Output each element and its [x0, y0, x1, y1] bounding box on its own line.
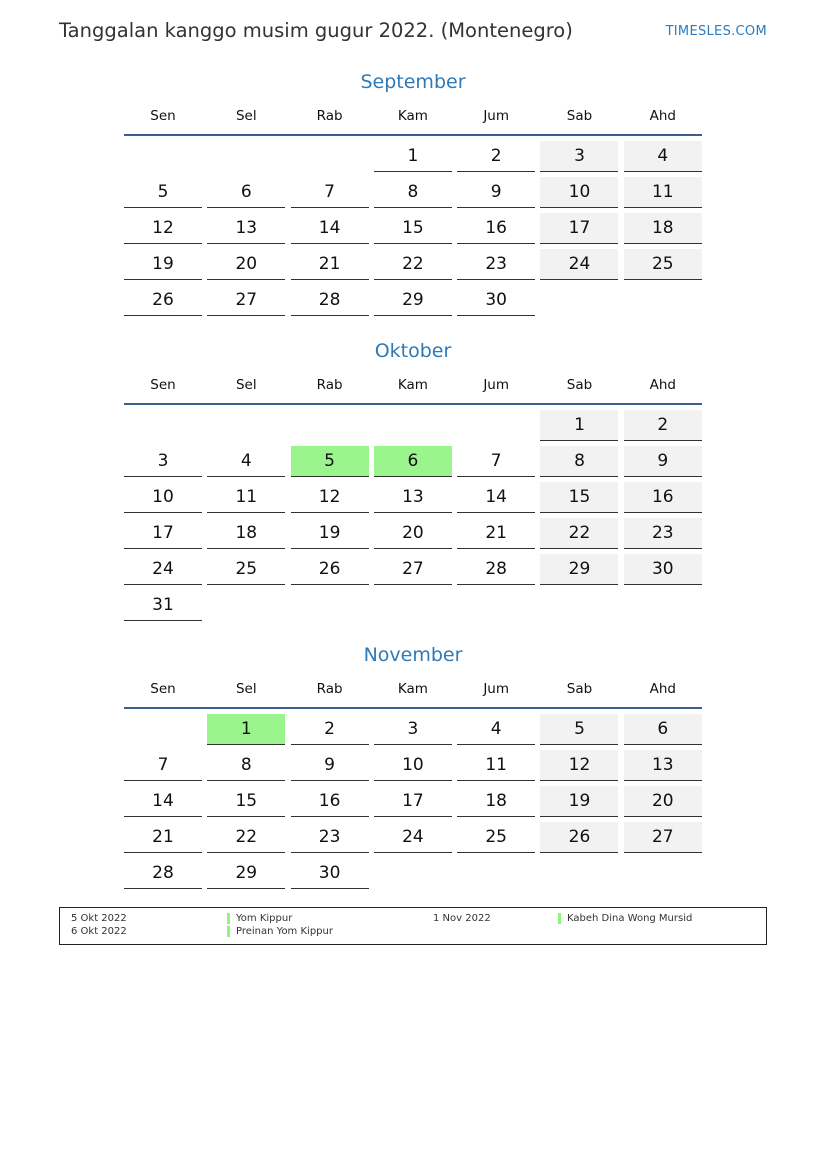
weekday-label: Sel — [235, 108, 257, 124]
day-cell: 9 — [291, 750, 369, 781]
day-cell: 10 — [540, 177, 618, 208]
day-cell: 30 — [291, 858, 369, 889]
weekday-label: Sen — [150, 108, 176, 124]
day-cell: 2 — [291, 714, 369, 745]
legend-date: 6 Okt 2022 — [71, 926, 127, 937]
month-calendar — [124, 337, 702, 625]
empty-cell — [291, 141, 369, 172]
day-cell: 10 — [124, 482, 202, 513]
holiday-legend — [59, 907, 767, 945]
legend-holiday-name: Yom Kippur — [236, 913, 293, 924]
day-cell: 13 — [624, 750, 702, 781]
day-cell: 15 — [374, 213, 452, 244]
day-cell: 27 — [624, 822, 702, 853]
month-title: September — [360, 71, 466, 93]
weekday-label: Sen — [150, 681, 176, 697]
day-cell: 16 — [624, 482, 702, 513]
day-cell: 18 — [624, 213, 702, 244]
day-cell: 1 — [540, 410, 618, 441]
week-row — [124, 857, 702, 893]
weekday-header — [124, 106, 702, 126]
week-row — [124, 749, 702, 785]
day-cell: 29 — [540, 554, 618, 585]
day-cell: 24 — [540, 249, 618, 280]
day-cell: 11 — [624, 177, 702, 208]
day-cell: 28 — [124, 858, 202, 889]
day-cell: 6 — [207, 177, 285, 208]
day-cell: 8 — [540, 446, 618, 477]
week-row — [124, 176, 702, 212]
day-cell: 26 — [124, 285, 202, 316]
week-row — [124, 785, 702, 821]
day-cell: 29 — [374, 285, 452, 316]
week-row — [124, 481, 702, 517]
week-row — [124, 445, 702, 481]
weekday-label: Rab — [316, 681, 343, 697]
legend-color-marker — [227, 913, 230, 924]
day-cell: 25 — [624, 249, 702, 280]
day-cell: 10 — [374, 750, 452, 781]
empty-cell — [540, 285, 618, 316]
day-cell: 6 — [624, 714, 702, 745]
empty-cell — [207, 590, 285, 621]
empty-cell — [207, 141, 285, 172]
day-cell: 14 — [124, 786, 202, 817]
weekday-label: Sel — [235, 681, 257, 697]
day-cell: 28 — [291, 285, 369, 316]
day-cell: 19 — [291, 518, 369, 549]
day-cell: 8 — [374, 177, 452, 208]
day-cell: 19 — [124, 249, 202, 280]
legend-date: 5 Okt 2022 — [71, 913, 127, 924]
day-cell: 30 — [624, 554, 702, 585]
month-title: November — [363, 644, 463, 666]
day-cell: 31 — [124, 590, 202, 621]
week-row — [124, 821, 702, 857]
week-row — [124, 248, 702, 284]
day-cell: 20 — [624, 786, 702, 817]
day-cell: 20 — [207, 249, 285, 280]
day-cell: 6 — [374, 446, 452, 477]
brand-link[interactable]: TIMESLES.COM — [665, 24, 767, 39]
weekday-label: Kam — [397, 681, 428, 697]
day-cell: 28 — [457, 554, 535, 585]
day-cell: 22 — [207, 822, 285, 853]
weekday-label: Ahd — [649, 108, 676, 124]
legend-holiday-name: Preinan Yom Kippur — [236, 926, 333, 937]
day-cell: 17 — [124, 518, 202, 549]
day-cell: 25 — [457, 822, 535, 853]
empty-cell — [374, 590, 452, 621]
day-cell: 4 — [207, 446, 285, 477]
day-cell: 1 — [374, 141, 452, 172]
empty-cell — [374, 858, 452, 889]
day-cell: 23 — [624, 518, 702, 549]
day-cell: 5 — [291, 446, 369, 477]
week-row — [124, 409, 702, 445]
day-cell: 8 — [207, 750, 285, 781]
day-cell: 27 — [207, 285, 285, 316]
empty-cell — [291, 590, 369, 621]
day-cell: 13 — [207, 213, 285, 244]
day-cell: 23 — [291, 822, 369, 853]
day-cell: 2 — [624, 410, 702, 441]
day-cell: 29 — [207, 858, 285, 889]
weekday-label: Sab — [566, 377, 593, 393]
legend-color-marker — [227, 926, 230, 937]
weekday-label: Sen — [150, 377, 176, 393]
day-cell: 11 — [207, 482, 285, 513]
header-divider — [124, 134, 702, 136]
day-cell: 1 — [207, 714, 285, 745]
weekday-label: Jum — [483, 681, 510, 697]
day-cell: 19 — [540, 786, 618, 817]
empty-cell — [624, 285, 702, 316]
day-cell: 17 — [540, 213, 618, 244]
day-cell: 12 — [124, 213, 202, 244]
day-cell: 21 — [124, 822, 202, 853]
day-cell: 5 — [540, 714, 618, 745]
weekday-label: Sab — [566, 108, 593, 124]
month-title: Oktober — [374, 340, 452, 362]
day-cell: 3 — [124, 446, 202, 477]
week-row — [124, 284, 702, 320]
day-cell: 17 — [374, 786, 452, 817]
day-cell: 15 — [207, 786, 285, 817]
header-divider — [124, 707, 702, 709]
month-calendar — [124, 641, 702, 893]
weekday-label: Sel — [235, 377, 257, 393]
legend-color-marker — [558, 913, 561, 924]
day-cell: 7 — [457, 446, 535, 477]
weekday-label: Rab — [316, 108, 343, 124]
day-cell: 26 — [291, 554, 369, 585]
day-cell: 13 — [374, 482, 452, 513]
week-row — [124, 212, 702, 248]
empty-cell — [207, 410, 285, 441]
day-cell: 21 — [291, 249, 369, 280]
empty-cell — [124, 410, 202, 441]
day-cell: 12 — [540, 750, 618, 781]
header-divider — [124, 403, 702, 405]
legend-holiday-name: Kabeh Dina Wong Mursid — [567, 913, 693, 924]
weekday-label: Rab — [316, 377, 343, 393]
day-cell: 2 — [457, 141, 535, 172]
empty-cell — [124, 714, 202, 745]
week-row — [124, 713, 702, 749]
month-calendar — [124, 68, 702, 320]
weekday-label: Ahd — [649, 377, 676, 393]
empty-cell — [624, 858, 702, 889]
day-cell: 7 — [291, 177, 369, 208]
empty-cell — [457, 410, 535, 441]
day-cell: 12 — [291, 482, 369, 513]
day-cell: 7 — [124, 750, 202, 781]
day-cell: 4 — [457, 714, 535, 745]
day-cell: 24 — [124, 554, 202, 585]
day-cell: 14 — [291, 213, 369, 244]
empty-cell — [291, 410, 369, 441]
day-cell: 22 — [540, 518, 618, 549]
day-cell: 22 — [374, 249, 452, 280]
day-cell: 9 — [457, 177, 535, 208]
day-cell: 14 — [457, 482, 535, 513]
weekday-label: Kam — [397, 108, 428, 124]
weekday-header — [124, 679, 702, 699]
day-cell: 23 — [457, 249, 535, 280]
day-cell: 24 — [374, 822, 452, 853]
day-cell: 4 — [624, 141, 702, 172]
day-cell: 5 — [124, 177, 202, 208]
day-cell: 16 — [457, 213, 535, 244]
day-cell: 26 — [540, 822, 618, 853]
empty-cell — [457, 858, 535, 889]
weekday-label: Jum — [483, 377, 510, 393]
day-cell: 11 — [457, 750, 535, 781]
day-cell: 27 — [374, 554, 452, 585]
day-cell: 25 — [207, 554, 285, 585]
day-cell: 3 — [374, 714, 452, 745]
weekday-header — [124, 375, 702, 395]
weekday-label: Sab — [566, 681, 593, 697]
week-row — [124, 553, 702, 589]
day-cell: 21 — [457, 518, 535, 549]
day-cell: 18 — [457, 786, 535, 817]
day-cell: 18 — [207, 518, 285, 549]
empty-cell — [374, 410, 452, 441]
empty-cell — [624, 590, 702, 621]
weekday-label: Ahd — [649, 681, 676, 697]
empty-cell — [457, 590, 535, 621]
page-title: Tanggalan kanggo musim gugur 2022. (Montenegro) — [59, 19, 573, 42]
empty-cell — [540, 590, 618, 621]
day-cell: 3 — [540, 141, 618, 172]
day-cell: 30 — [457, 285, 535, 316]
weekday-label: Kam — [397, 377, 428, 393]
day-cell: 16 — [291, 786, 369, 817]
empty-cell — [540, 858, 618, 889]
day-cell: 9 — [624, 446, 702, 477]
day-cell: 20 — [374, 518, 452, 549]
weekday-label: Jum — [483, 108, 510, 124]
empty-cell — [124, 141, 202, 172]
legend-date: 1 Nov 2022 — [433, 913, 491, 924]
week-row — [124, 517, 702, 553]
day-cell: 15 — [540, 482, 618, 513]
week-row — [124, 589, 702, 625]
week-row — [124, 140, 702, 176]
